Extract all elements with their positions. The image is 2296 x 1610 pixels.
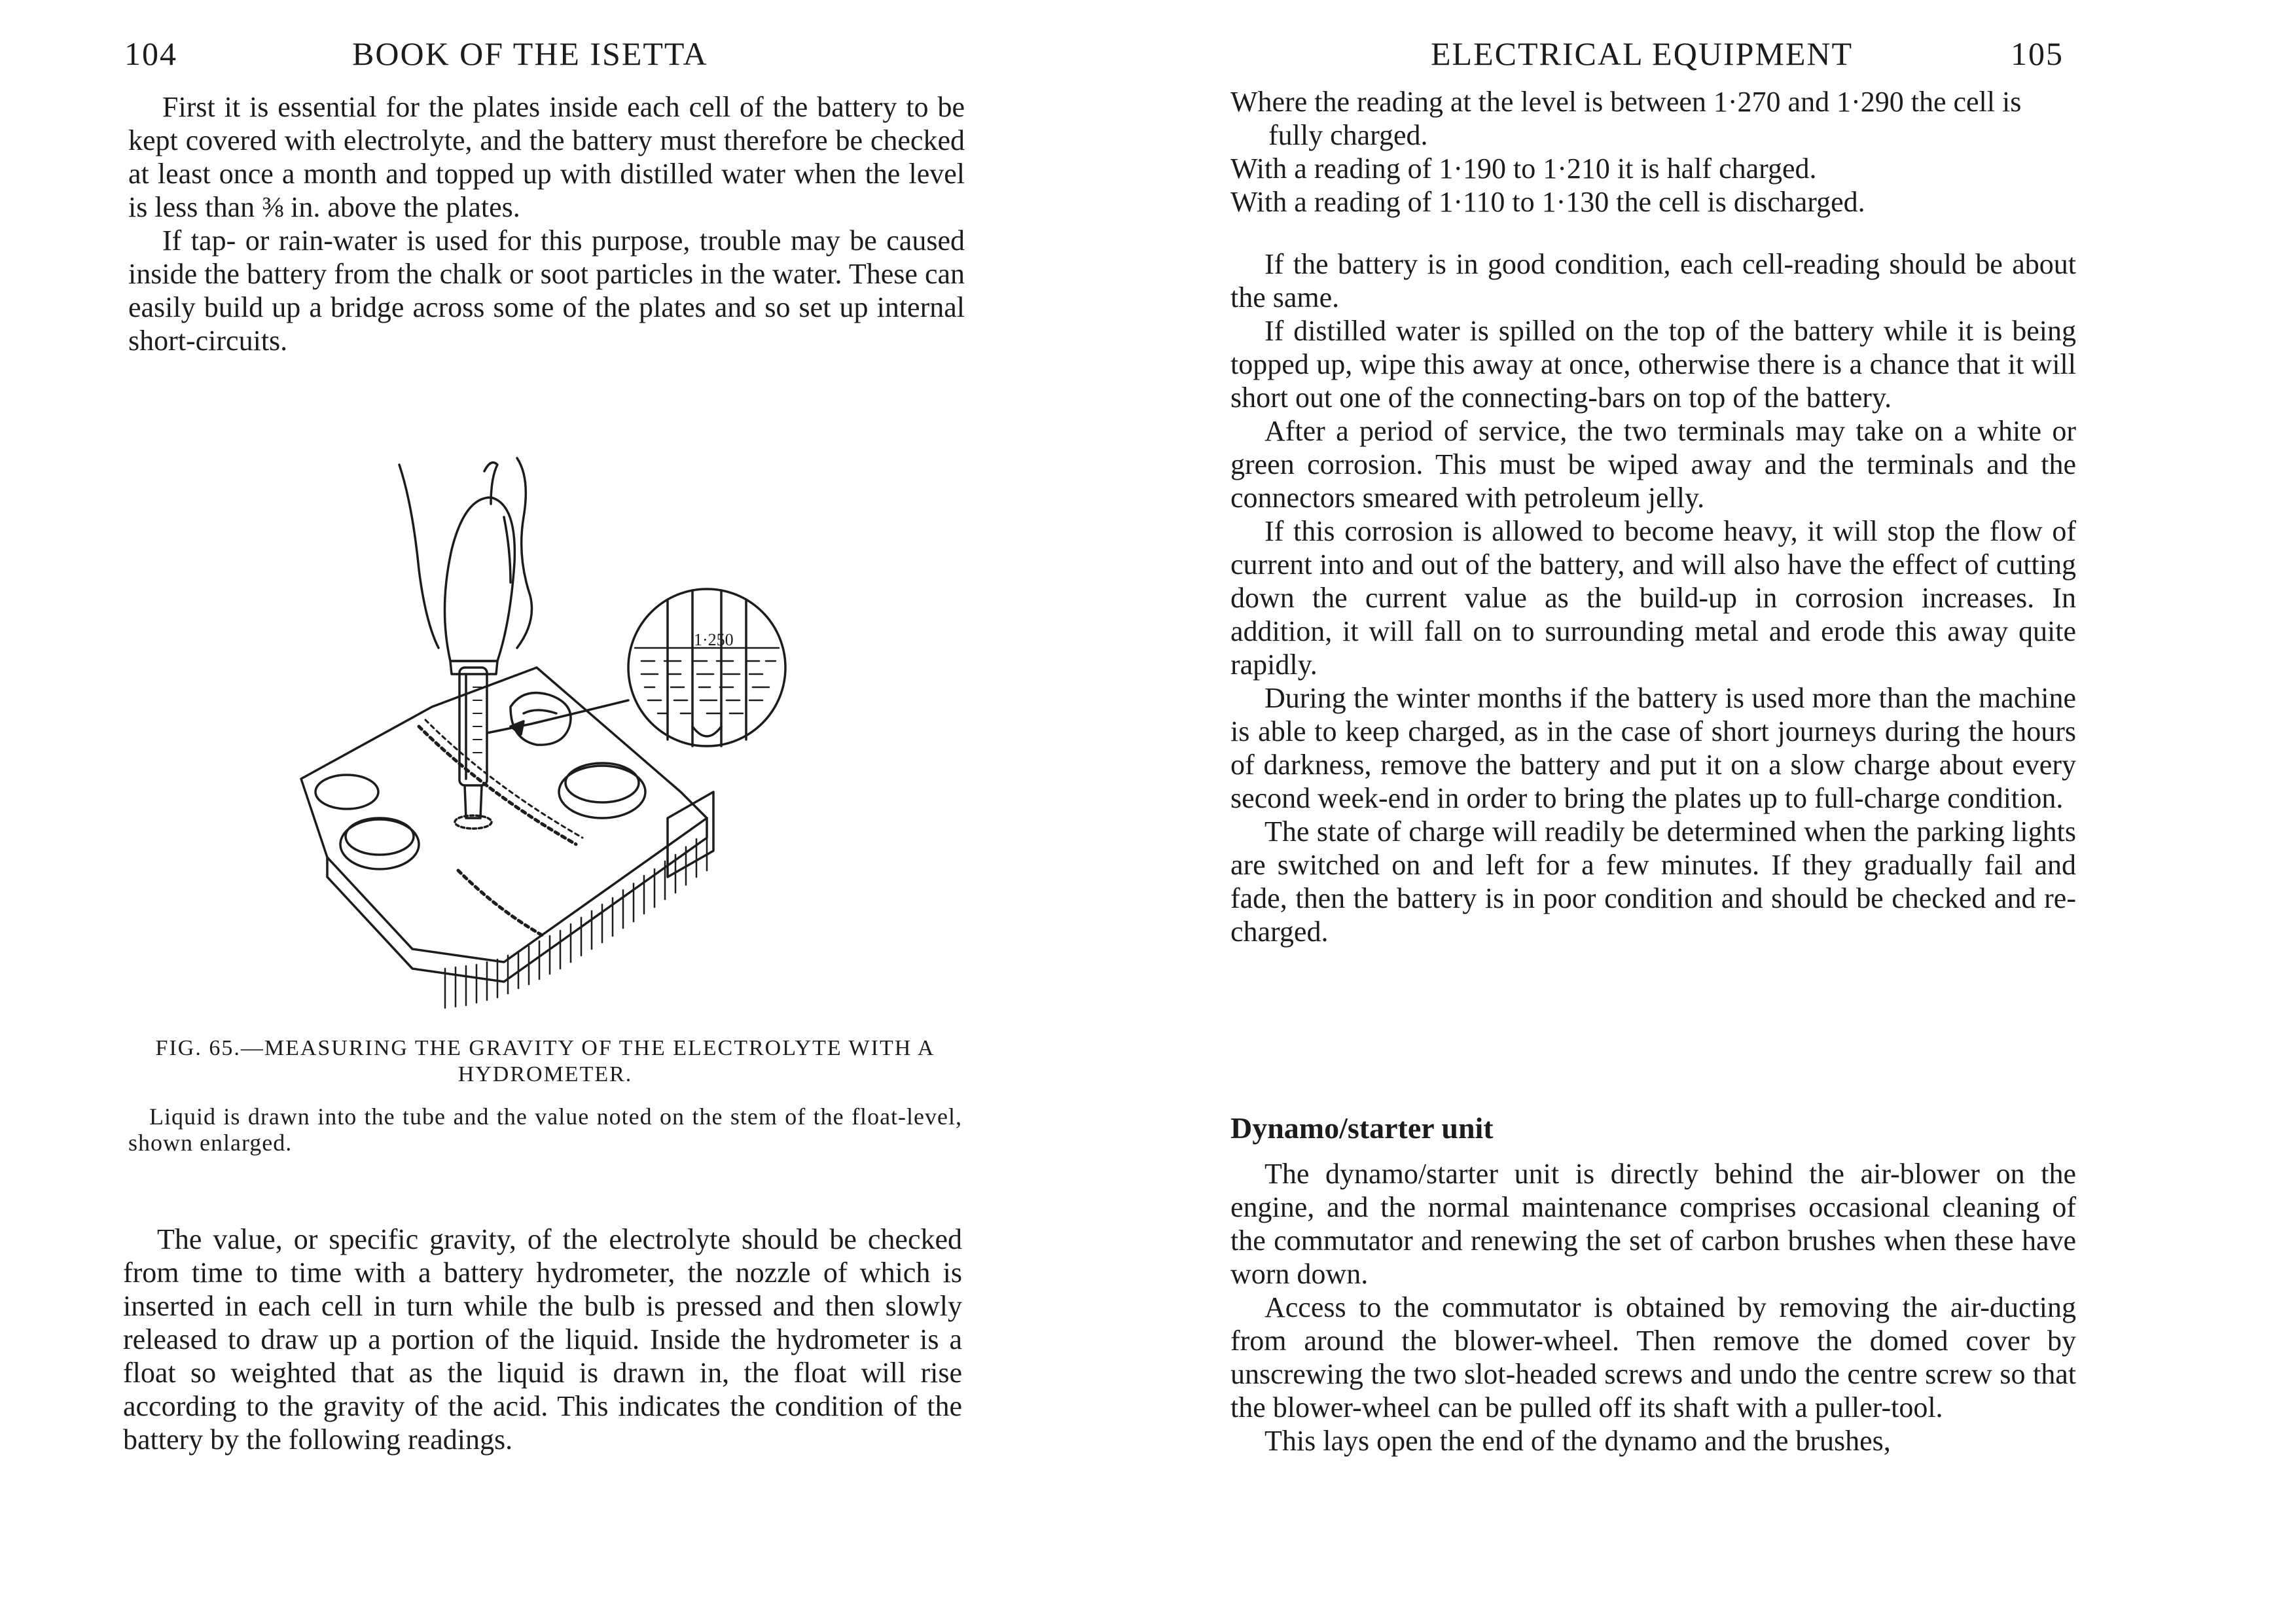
dynamo-section-text <box>1230 1157 2076 1458</box>
hand <box>399 465 439 648</box>
page-number-right: 105 <box>2011 35 2064 72</box>
paragraph: If the battery is in good condition, each cell-reading should be about the same. <box>1230 248 2076 313</box>
reading-item: With a reading of 1·190 to 1·210 it is half charged. <box>1230 152 1817 185</box>
cell-cap <box>511 693 571 745</box>
paragraph: During the winter months if the battery is used more than the machine is able to keep charged, as in the case of short journeys during the hours of darkness, remove the battery and put it on a slow charge about every second week-end in order to bring the plates up to full-charge condition. <box>1230 682 2076 814</box>
battery-top-outline <box>301 668 707 962</box>
right-main-text <box>1230 247 2076 948</box>
hydrometer-scale-reading: 1·250 <box>694 630 734 649</box>
right-page <box>1148 0 2296 1610</box>
left-top-text <box>128 90 965 357</box>
paragraph: If distilled water is spilled on the top of the battery while it is being topped up, wipe this away at once, otherwise there is a chance that it will short out one of the connecting-bars on top of the battery. <box>1230 315 2076 414</box>
section-heading: Dynamo/starter unit <box>1230 1111 1494 1145</box>
paragraph: This lays open the end of the dynamo and the brushes, <box>1265 1425 1891 1457</box>
page-number-left: 104 <box>124 35 177 72</box>
cell-cap <box>559 766 645 818</box>
paragraph: The dynamo/starter unit is directly behind the air-blower on the engine, and the normal maintenance comprises occasional cleaning of the commutator and renewing the set of carbon brushes when these have worn down. <box>1230 1158 2076 1290</box>
figure-description <box>128 1103 962 1156</box>
figure-caption: FIG. 65.—MEASURING THE GRAVITY OF THE ELECTROLYTE WITH A HYDROMETER. <box>155 1036 935 1086</box>
paragraph: The value, or specific gravity, of the electrolyte should be checked from time to time with a battery hydrometer, the nozzle of which is inserted in each cell in turn while the bulb is pressed and then slowly released to draw up a portion of the liquid. Inside the hydrometer is a float so weighted that as the liquid is drawn in, the float will rise according to the gravity of the acid. This indicates the condition of the battery by the following readings. <box>123 1223 962 1456</box>
running-head-right: ELECTRICAL EQUIPMENT <box>1431 35 1854 72</box>
paragraph: First it is essential for the plates inside each cell of the battery to be kept covered with electrolyte, and the battery must therefore be checked at least once a month and topped up with distilled water when the level is less than ⅜ in. above the plates. <box>128 91 965 223</box>
paragraph: If tap- or rain-water is used for this purpose, trouble may be caused inside the battery from the chalk or soot particles in the water. These can easily build up a bridge across some of the plates and so set up internal short-circuits. <box>128 224 965 357</box>
enlarged-view-circle <box>628 589 785 746</box>
hydrometer-readings-list <box>1230 85 2076 219</box>
hydrometer-illustration <box>288 452 812 1014</box>
figure-description-text: Liquid is drawn into the tube and the value noted on the stem of the float-level, shown enlarged. <box>128 1103 962 1156</box>
paragraph: If this corrosion is allowed to become heavy, it will stop the flow of current into and out of the battery, and will also have the effect of cutting down the current value as the build-up in corrosion increases. In addition, it will fall on to surrounding metal and erode this away quite rapidly. <box>1230 515 2076 681</box>
left-bottom-text <box>123 1223 962 1456</box>
reading-item: With a reading of 1·110 to 1·130 the cell is discharged. <box>1230 186 1865 218</box>
paragraph: The state of charge will readily be determined when the parking lights are switched on and left for a few minutes. If they gradually fail and fade, then the battery is in poor condition and should be checked and re-charged. <box>1230 815 2076 948</box>
reading-item: Where the reading at the level is between 1·270 and 1·290 the cell is fully charged. <box>1230 86 2022 151</box>
paragraph: After a period of service, the two terminals may take on a white or green corrosion. This must be wiped away and the terminals and the connectors smeared with petroleum jelly. <box>1230 415 2076 514</box>
paragraph: Access to the commutator is obtained by removing the air-ducting from around the blower-wheel. Then remove the domed cover by unscrewing the two slot-headed screws and undo the centre screw so that the blower-wheel can be pulled off its shaft with a puller-tool. <box>1230 1291 2076 1423</box>
running-head-left: BOOK OF THE ISETTA <box>352 35 708 72</box>
